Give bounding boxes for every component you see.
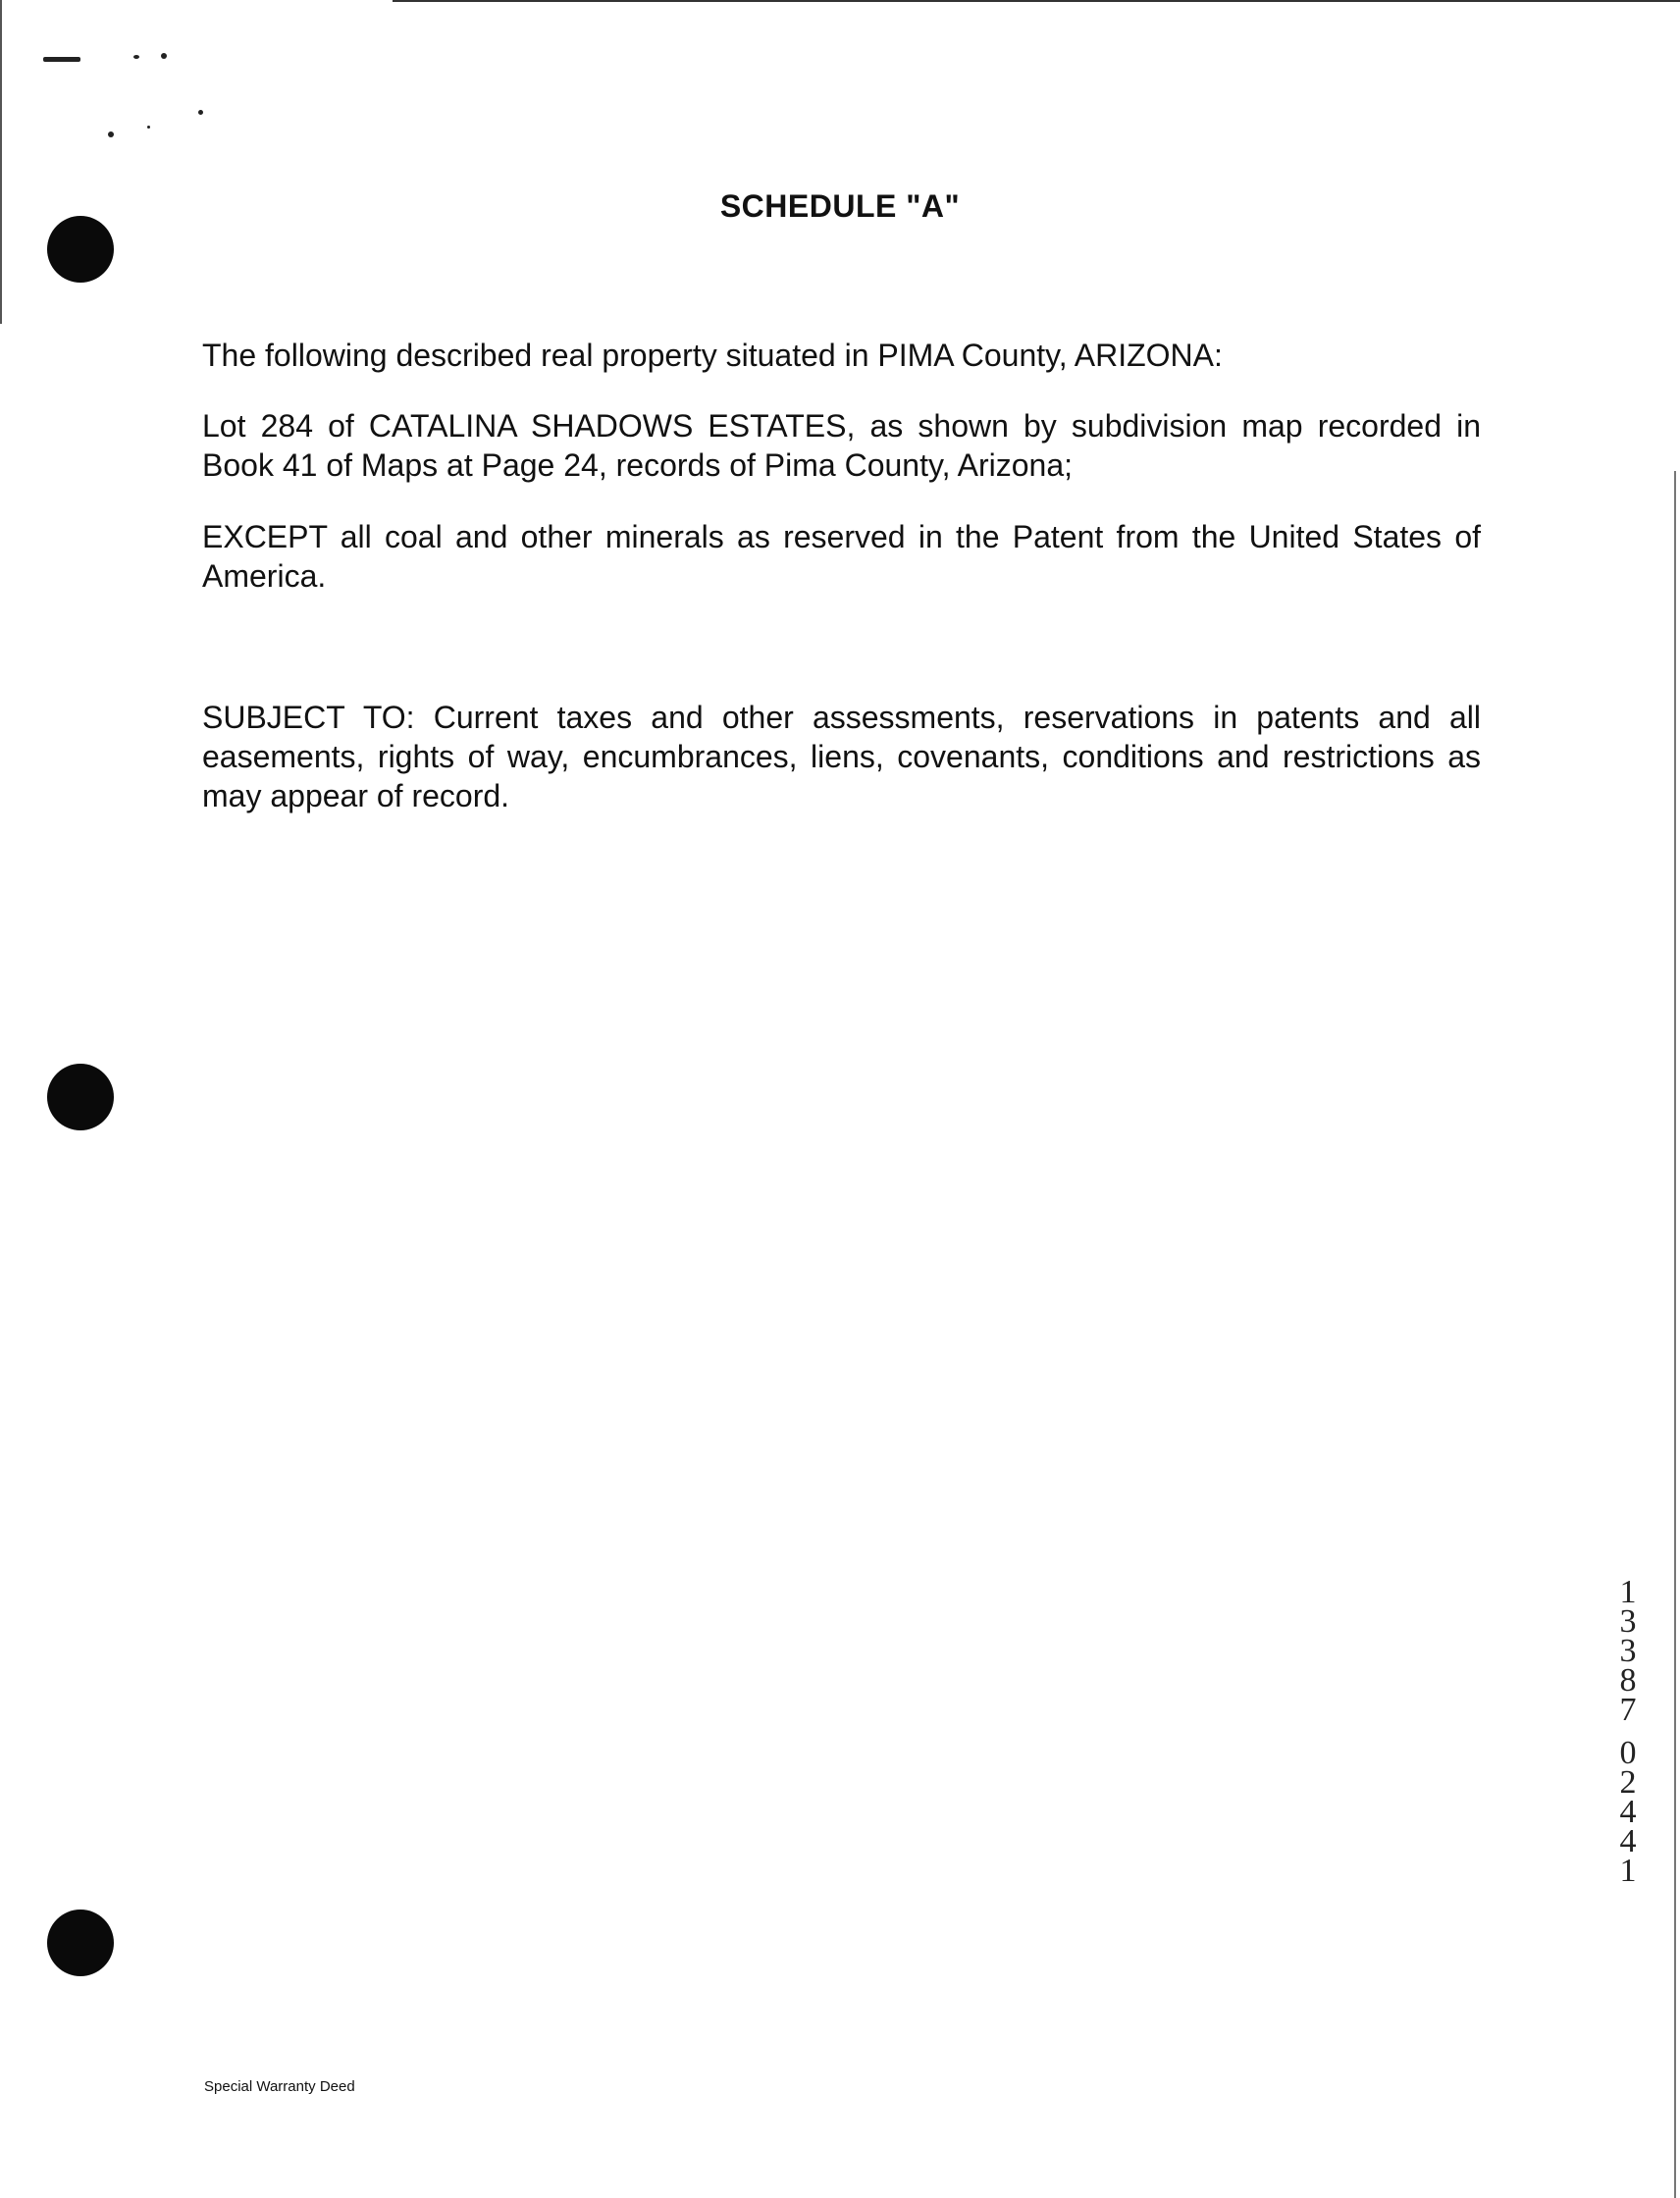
scan-speck xyxy=(198,110,203,115)
punch-hole xyxy=(47,1064,114,1130)
punch-hole xyxy=(47,216,114,283)
scan-edge-right xyxy=(1674,471,1676,2198)
footer-label: Special Warranty Deed xyxy=(204,2078,355,2095)
scan-artifact-dash xyxy=(43,57,80,62)
scan-speck xyxy=(108,131,114,137)
punch-hole xyxy=(47,1910,114,1976)
lot-description-paragraph: Lot 284 of CATALINA SHADOWS ESTATES, as shown by subdivision map recorded in Book 41 of Maps at Page 24, records of Pima County, Arizona; xyxy=(202,408,1481,483)
scan-edge-left xyxy=(0,0,2,324)
recording-number: 1 3 3 8 7 0 2 4 4 1 xyxy=(1619,1574,1637,1889)
mineral-exception-paragraph: EXCEPT all coal and other minerals as reserved in the Patent from the United States of America. xyxy=(202,519,1481,594)
property-location-paragraph: The following described real property situated in PIMA County, ARIZONA: xyxy=(202,338,1223,373)
scan-speck xyxy=(133,55,139,59)
scan-speck xyxy=(161,53,167,59)
document-title: SCHEDULE "A" xyxy=(719,188,961,224)
scan-speck xyxy=(147,126,150,129)
scan-edge-top xyxy=(393,0,1680,2)
subject-to-paragraph: SUBJECT TO: Current taxes and other assessments, reservations in patents and all easements, rights of way, encumbrances, liens, covenants, conditions and restrictions as may appear of record. xyxy=(202,700,1481,813)
